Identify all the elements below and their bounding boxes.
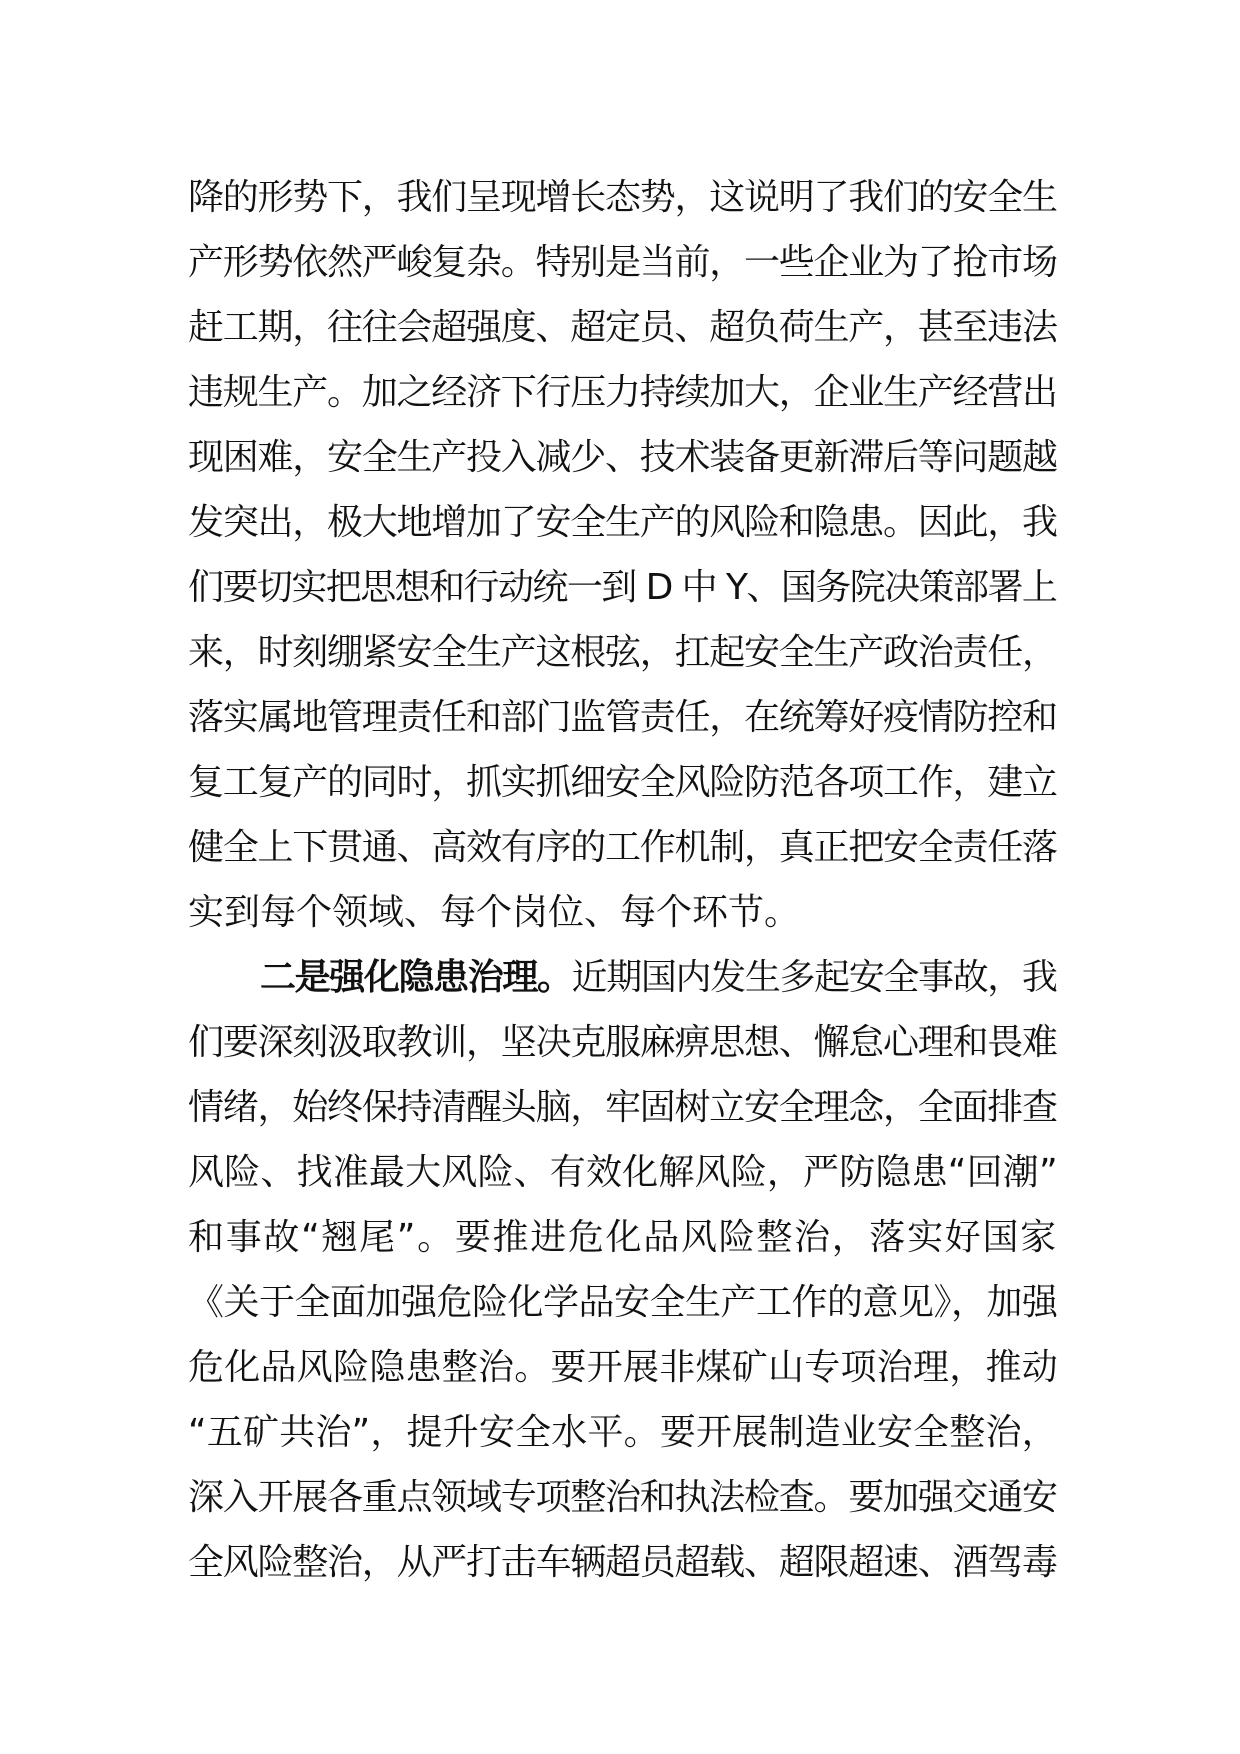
paragraph-2-first-line: 二是强化隐患治理。近期国内发生多起安全事故，我 xyxy=(260,957,1057,998)
text-line: 实到每个领域、每个岗位、每个环节。 xyxy=(188,892,801,933)
text-line: 们要深刻汲取教训，坚决克服麻痹思想、懈怠心理和畏难 xyxy=(188,1022,1057,1063)
text-line: 落实属地管理责任和部门监管责任，在统筹好疫情防控和 xyxy=(188,697,1057,738)
paragraph-heading: 二是强化隐患治理。 xyxy=(260,957,572,998)
text-line: 现困难，安全生产投入减少、技术装备更新滞后等问题越 xyxy=(188,437,1057,478)
text-line: 情绪，始终保持清醒头脑，牢固树立安全理念，全面排查 xyxy=(188,1087,1057,1128)
text-line: 健全上下贯通、高效有序的工作机制，真正把安全责任落 xyxy=(188,827,1057,868)
text-line: 全风险整治，从严打击车辆超员超载、超限超速、酒驾毒 xyxy=(188,1542,1057,1583)
text-line: 风险、找准最大风险、有效化解风险，严防隐患“回潮” xyxy=(188,1152,1058,1193)
text-line: 危化品风险隐患整治。要开展非煤矿山专项治理，推动 xyxy=(188,1347,1059,1388)
text-line: 和事故“翘尾”。要推进危化品风险整治，落实好国家 xyxy=(188,1217,1058,1258)
text-line: 产形势依然严峻复杂。特别是当前，一些企业为了抢市场 xyxy=(188,242,1057,283)
text-line: 赶工期，往往会超强度、超定员、超负荷生产，甚至违法 xyxy=(188,307,1057,348)
text-line: 们要切实把思想和行动统一到 D 中 Y、国务院决策部署上 xyxy=(188,567,1057,608)
text-line: 发突出，极大地增加了安全生产的风险和隐患。因此，我 xyxy=(188,502,1057,543)
text-line: 复工复产的同时，抓实抓细安全风险防范各项工作，建立 xyxy=(188,762,1057,803)
text-line: 深入开展各重点领域专项整治和执法检查。要加强交通安 xyxy=(188,1477,1057,1518)
text-line: 来，时刻绷紧安全生产这根弦，扛起安全生产政治责任， xyxy=(188,632,1057,673)
text-line: 违规生产。加之经济下行压力持续加大，企业生产经营出 xyxy=(188,372,1057,413)
body-text xyxy=(188,165,1058,1595)
text-line: 《关于全面加强危险化学品安全生产工作的意见》，加强 xyxy=(188,1282,1058,1323)
text-line: 降的形势下，我们呈现增长态势，这说明了我们的安全生 xyxy=(188,177,1057,218)
text-line: “五矿共治”，提升安全水平。要开展制造业安全整治， xyxy=(188,1412,1058,1453)
